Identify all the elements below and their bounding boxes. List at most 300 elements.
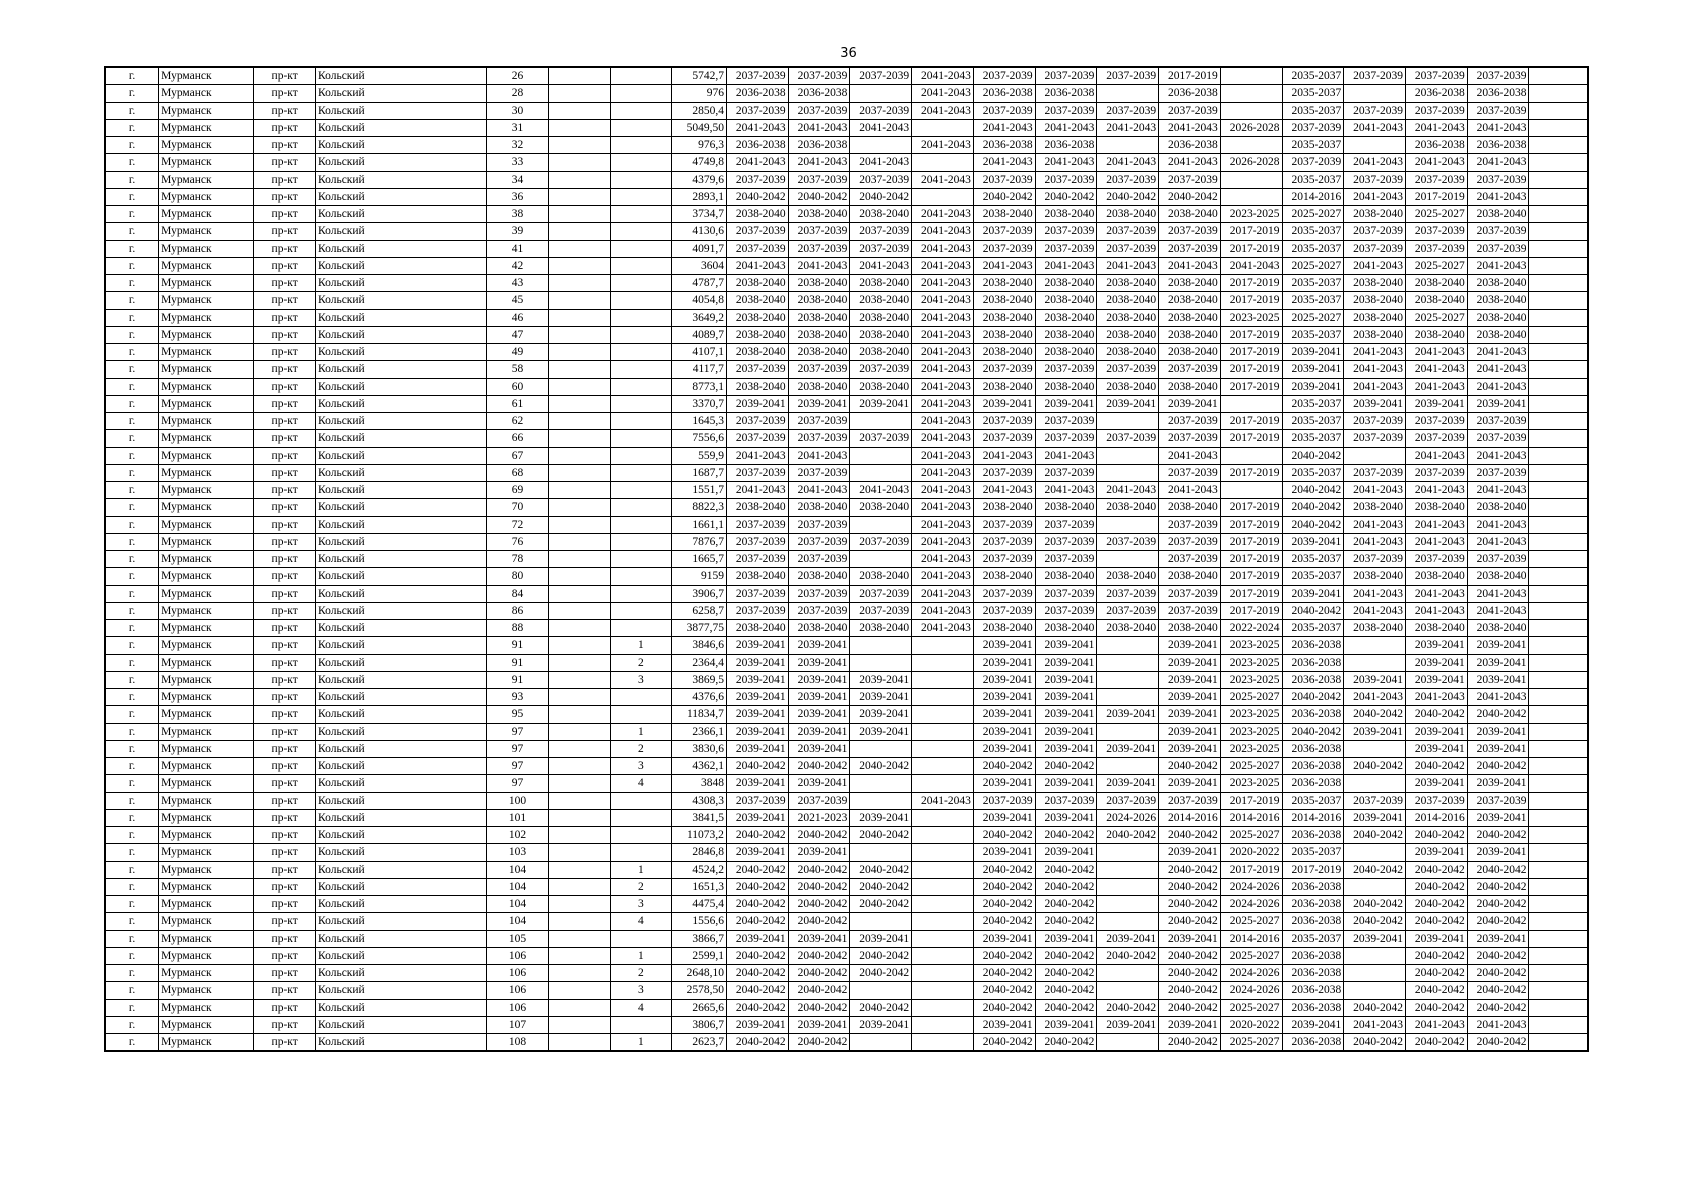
cell-repair-period-8: 2041-2043 (1159, 119, 1221, 136)
cell-repair-period-8: 2038-2040 (1159, 309, 1221, 326)
cell-total-area: 3649,2 (672, 309, 727, 326)
cell-repair-period-13: 2041-2043 (1467, 516, 1529, 533)
table-row (105, 965, 1588, 982)
cell-repair-period-13: 2040-2042 (1467, 999, 1529, 1016)
cell-street-name: Кольский (316, 240, 487, 257)
cell-section: 1 (610, 1034, 672, 1052)
cell-street-type: пр-кт (254, 516, 316, 533)
cell-repair-period-10: 2039-2041 (1282, 533, 1344, 550)
cell-city: Мурманск (159, 861, 254, 878)
table-row (105, 654, 1588, 671)
cell-total-area: 4787,7 (672, 275, 727, 292)
cell-repair-period-7 (1097, 464, 1159, 481)
cell-repair-period-1: 2039-2041 (726, 775, 788, 792)
cell-repair-period-14 (1529, 551, 1588, 568)
cell-repair-period-13: 2041-2043 (1467, 188, 1529, 205)
cell-repair-period-4 (912, 188, 974, 205)
cell-repair-period-3 (850, 654, 912, 671)
cell-locality-type: г. (105, 482, 159, 499)
cell-repair-period-13: 2041-2043 (1467, 154, 1529, 171)
cell-repair-period-3: 2037-2039 (850, 171, 912, 188)
cell-repair-period-11: 2038-2040 (1344, 620, 1406, 637)
cell-street-type: пр-кт (254, 223, 316, 240)
cell-street-type: пр-кт (254, 792, 316, 809)
cell-repair-period-9: 2023-2025 (1220, 723, 1282, 740)
cell-repair-period-8: 2037-2039 (1159, 171, 1221, 188)
cell-repair-period-4: 2041-2043 (912, 309, 974, 326)
cell-total-area: 3848 (672, 775, 727, 792)
cell-repair-period-5: 2040-2042 (973, 827, 1035, 844)
cell-house-number: 108 (487, 1034, 549, 1052)
cell-repair-period-1: 2037-2039 (726, 223, 788, 240)
cell-repair-period-1: 2040-2042 (726, 1034, 788, 1052)
cell-house-number: 78 (487, 551, 549, 568)
cell-section (610, 378, 672, 395)
cell-repair-period-13: 2040-2042 (1467, 947, 1529, 964)
cell-repair-period-7 (1097, 861, 1159, 878)
cell-repair-period-1: 2040-2042 (726, 999, 788, 1016)
cell-repair-period-5: 2037-2039 (973, 413, 1035, 430)
cell-section (610, 482, 672, 499)
cell-repair-period-8: 2038-2040 (1159, 292, 1221, 309)
cell-city: Мурманск (159, 671, 254, 688)
cell-building (548, 223, 610, 240)
cell-repair-period-4: 2041-2043 (912, 257, 974, 274)
cell-repair-period-7 (1097, 965, 1159, 982)
cell-repair-period-14 (1529, 326, 1588, 343)
cell-repair-period-6: 2039-2041 (1035, 395, 1097, 412)
cell-section: 4 (610, 775, 672, 792)
cell-repair-period-6: 2040-2042 (1035, 896, 1097, 913)
cell-repair-period-14 (1529, 533, 1588, 550)
cell-city: Мурманск (159, 102, 254, 119)
cell-repair-period-3 (850, 844, 912, 861)
cell-repair-period-11: 2040-2042 (1344, 913, 1406, 930)
cell-repair-period-5: 2039-2041 (973, 775, 1035, 792)
cell-repair-period-11: 2041-2043 (1344, 1016, 1406, 1033)
cell-total-area: 11073,2 (672, 827, 727, 844)
cell-house-number: 93 (487, 689, 549, 706)
cell-house-number: 66 (487, 430, 549, 447)
cell-repair-period-8: 2039-2041 (1159, 689, 1221, 706)
cell-repair-period-4: 2041-2043 (912, 275, 974, 292)
cell-repair-period-5: 2037-2039 (973, 102, 1035, 119)
cell-repair-period-13: 2037-2039 (1467, 792, 1529, 809)
cell-repair-period-4: 2041-2043 (912, 137, 974, 154)
cell-repair-period-6: 2037-2039 (1035, 361, 1097, 378)
cell-city: Мурманск (159, 85, 254, 102)
cell-repair-period-8: 2037-2039 (1159, 792, 1221, 809)
table-row (105, 930, 1588, 947)
cell-total-area: 7876,7 (672, 533, 727, 550)
cell-repair-period-9: 2017-2019 (1220, 533, 1282, 550)
cell-street-name: Кольский (316, 499, 487, 516)
cell-repair-period-14 (1529, 361, 1588, 378)
cell-repair-period-1: 2037-2039 (726, 792, 788, 809)
cell-repair-period-7 (1097, 896, 1159, 913)
cell-repair-period-1: 2039-2041 (726, 637, 788, 654)
cell-repair-period-13: 2041-2043 (1467, 361, 1529, 378)
cell-repair-period-10: 2039-2041 (1282, 361, 1344, 378)
cell-locality-type: г. (105, 85, 159, 102)
cell-repair-period-9: 2024-2026 (1220, 965, 1282, 982)
cell-repair-period-8: 2041-2043 (1159, 257, 1221, 274)
cell-locality-type: г. (105, 947, 159, 964)
cell-repair-period-9: 2017-2019 (1220, 292, 1282, 309)
cell-repair-period-3: 2039-2041 (850, 1016, 912, 1033)
cell-total-area: 4130,6 (672, 223, 727, 240)
cell-repair-period-3: 2037-2039 (850, 602, 912, 619)
cell-repair-period-10: 2039-2041 (1282, 344, 1344, 361)
cell-repair-period-6: 2039-2041 (1035, 706, 1097, 723)
cell-house-number: 32 (487, 137, 549, 154)
cell-building (548, 775, 610, 792)
cell-repair-period-2: 2038-2040 (788, 378, 850, 395)
cell-repair-period-1: 2040-2042 (726, 947, 788, 964)
cell-building (548, 982, 610, 999)
cell-repair-period-7: 2037-2039 (1097, 602, 1159, 619)
cell-building (548, 1034, 610, 1052)
cell-house-number: 97 (487, 740, 549, 757)
cell-total-area: 2364,4 (672, 654, 727, 671)
cell-repair-period-10: 2036-2038 (1282, 671, 1344, 688)
cell-locality-type: г. (105, 792, 159, 809)
cell-street-type: пр-кт (254, 188, 316, 205)
cell-city: Мурманск (159, 240, 254, 257)
cell-house-number: 36 (487, 188, 549, 205)
cell-section (610, 102, 672, 119)
cell-repair-period-4: 2041-2043 (912, 499, 974, 516)
cell-repair-period-10: 2036-2038 (1282, 706, 1344, 723)
cell-repair-period-1: 2036-2038 (726, 85, 788, 102)
cell-repair-period-11: 2037-2039 (1344, 464, 1406, 481)
cell-building (548, 240, 610, 257)
cell-repair-period-6: 2039-2041 (1035, 844, 1097, 861)
cell-repair-period-8: 2041-2043 (1159, 447, 1221, 464)
cell-city: Мурманск (159, 188, 254, 205)
cell-repair-period-7: 2037-2039 (1097, 361, 1159, 378)
cell-repair-period-12: 2039-2041 (1406, 637, 1468, 654)
cell-repair-period-10: 2036-2038 (1282, 637, 1344, 654)
cell-section (610, 551, 672, 568)
cell-locality-type: г. (105, 240, 159, 257)
cell-repair-period-14 (1529, 292, 1588, 309)
cell-repair-period-10: 2035-2037 (1282, 620, 1344, 637)
cell-city: Мурманск (159, 844, 254, 861)
cell-repair-period-8: 2037-2039 (1159, 551, 1221, 568)
cell-repair-period-5: 2037-2039 (973, 792, 1035, 809)
cell-street-type: пр-кт (254, 602, 316, 619)
cell-repair-period-5: 2037-2039 (973, 223, 1035, 240)
cell-repair-period-4 (912, 930, 974, 947)
cell-street-name: Кольский (316, 223, 487, 240)
cell-repair-period-1: 2039-2041 (726, 654, 788, 671)
cell-repair-period-13: 2039-2041 (1467, 723, 1529, 740)
cell-repair-period-11: 2038-2040 (1344, 568, 1406, 585)
cell-house-number: 34 (487, 171, 549, 188)
cell-repair-period-4: 2041-2043 (912, 568, 974, 585)
cell-city: Мурманск (159, 67, 254, 85)
cell-total-area: 4308,3 (672, 792, 727, 809)
cell-locality-type: г. (105, 637, 159, 654)
table-row (105, 326, 1588, 343)
cell-repair-period-5: 2040-2042 (973, 896, 1035, 913)
cell-street-type: пр-кт (254, 671, 316, 688)
cell-total-area: 4379,6 (672, 171, 727, 188)
cell-locality-type: г. (105, 309, 159, 326)
cell-street-name: Кольский (316, 447, 487, 464)
cell-repair-period-2: 2039-2041 (788, 395, 850, 412)
cell-repair-period-14 (1529, 706, 1588, 723)
cell-repair-period-7: 2037-2039 (1097, 240, 1159, 257)
cell-city: Мурманск (159, 620, 254, 637)
housing-repair-schedule-table (104, 66, 1589, 1052)
cell-repair-period-6: 2038-2040 (1035, 292, 1097, 309)
cell-repair-period-11 (1344, 740, 1406, 757)
cell-house-number: 33 (487, 154, 549, 171)
cell-repair-period-14 (1529, 775, 1588, 792)
cell-building (548, 740, 610, 757)
cell-total-area: 3869,5 (672, 671, 727, 688)
cell-house-number: 104 (487, 896, 549, 913)
cell-repair-period-3: 2038-2040 (850, 309, 912, 326)
cell-repair-period-9: 2017-2019 (1220, 551, 1282, 568)
cell-repair-period-10: 2040-2042 (1282, 499, 1344, 516)
cell-repair-period-12: 2040-2042 (1406, 827, 1468, 844)
cell-repair-period-14 (1529, 930, 1588, 947)
cell-repair-period-10: 2039-2041 (1282, 1016, 1344, 1033)
cell-repair-period-2: 2037-2039 (788, 223, 850, 240)
cell-repair-period-11 (1344, 137, 1406, 154)
cell-repair-period-13: 2037-2039 (1467, 67, 1529, 85)
cell-city: Мурманск (159, 257, 254, 274)
cell-repair-period-11: 2041-2043 (1344, 188, 1406, 205)
cell-total-area: 2623,7 (672, 1034, 727, 1052)
cell-repair-period-5: 2039-2041 (973, 689, 1035, 706)
cell-section (610, 240, 672, 257)
table-row (105, 844, 1588, 861)
cell-building (548, 654, 610, 671)
cell-house-number: 67 (487, 447, 549, 464)
cell-total-area: 4089,7 (672, 326, 727, 343)
cell-repair-period-12: 2041-2043 (1406, 516, 1468, 533)
cell-repair-period-14 (1529, 85, 1588, 102)
cell-locality-type: г. (105, 844, 159, 861)
cell-street-type: пр-кт (254, 809, 316, 826)
cell-city: Мурманск (159, 568, 254, 585)
cell-repair-period-7: 2038-2040 (1097, 309, 1159, 326)
cell-repair-period-13: 2040-2042 (1467, 758, 1529, 775)
cell-repair-period-11 (1344, 965, 1406, 982)
cell-repair-period-9: 2025-2027 (1220, 689, 1282, 706)
cell-repair-period-14 (1529, 102, 1588, 119)
cell-house-number: 102 (487, 827, 549, 844)
cell-repair-period-1: 2039-2041 (726, 1016, 788, 1033)
cell-repair-period-12: 2039-2041 (1406, 740, 1468, 757)
table-row (105, 188, 1588, 205)
cell-repair-period-9: 2017-2019 (1220, 861, 1282, 878)
cell-city: Мурманск (159, 378, 254, 395)
cell-repair-period-13: 2038-2040 (1467, 292, 1529, 309)
cell-total-area: 4376,6 (672, 689, 727, 706)
cell-locality-type: г. (105, 395, 159, 412)
cell-house-number: 28 (487, 85, 549, 102)
cell-building (548, 809, 610, 826)
cell-repair-period-13: 2036-2038 (1467, 137, 1529, 154)
cell-street-type: пр-кт (254, 119, 316, 136)
cell-repair-period-3 (850, 913, 912, 930)
cell-repair-period-3: 2040-2042 (850, 965, 912, 982)
cell-repair-period-10: 2040-2042 (1282, 482, 1344, 499)
cell-repair-period-12: 2040-2042 (1406, 896, 1468, 913)
cell-building (548, 464, 610, 481)
cell-repair-period-3: 2038-2040 (850, 378, 912, 395)
cell-section (610, 154, 672, 171)
cell-repair-period-9 (1220, 447, 1282, 464)
cell-repair-period-2: 2037-2039 (788, 413, 850, 430)
cell-repair-period-14 (1529, 378, 1588, 395)
cell-repair-period-5: 2040-2042 (973, 947, 1035, 964)
cell-repair-period-14 (1529, 620, 1588, 637)
cell-repair-period-13: 2041-2043 (1467, 533, 1529, 550)
cell-repair-period-12: 2040-2042 (1406, 947, 1468, 964)
cell-repair-period-1: 2039-2041 (726, 395, 788, 412)
cell-repair-period-5: 2037-2039 (973, 240, 1035, 257)
cell-repair-period-8: 2039-2041 (1159, 1016, 1221, 1033)
cell-section (610, 809, 672, 826)
cell-repair-period-4: 2041-2043 (912, 344, 974, 361)
cell-repair-period-14 (1529, 896, 1588, 913)
cell-repair-period-11: 2037-2039 (1344, 102, 1406, 119)
cell-street-name: Кольский (316, 344, 487, 361)
cell-repair-period-1: 2039-2041 (726, 671, 788, 688)
cell-repair-period-12: 2040-2042 (1406, 878, 1468, 895)
cell-house-number: 45 (487, 292, 549, 309)
cell-house-number: 61 (487, 395, 549, 412)
cell-repair-period-7: 2039-2041 (1097, 706, 1159, 723)
cell-city: Мурманск (159, 533, 254, 550)
cell-repair-period-5: 2039-2041 (973, 671, 1035, 688)
cell-repair-period-12: 2041-2043 (1406, 447, 1468, 464)
cell-repair-period-10: 2036-2038 (1282, 740, 1344, 757)
cell-repair-period-4 (912, 878, 974, 895)
cell-locality-type: г. (105, 878, 159, 895)
cell-repair-period-5: 2041-2043 (973, 482, 1035, 499)
cell-repair-period-9: 2024-2026 (1220, 878, 1282, 895)
cell-repair-period-2: 2039-2041 (788, 706, 850, 723)
cell-repair-period-6: 2038-2040 (1035, 309, 1097, 326)
cell-repair-period-8: 2038-2040 (1159, 499, 1221, 516)
cell-repair-period-2: 2040-2042 (788, 878, 850, 895)
table-row (105, 671, 1588, 688)
cell-street-name: Кольский (316, 326, 487, 343)
cell-street-name: Кольский (316, 292, 487, 309)
cell-repair-period-13: 2039-2041 (1467, 775, 1529, 792)
cell-repair-period-14 (1529, 585, 1588, 602)
table-row (105, 119, 1588, 136)
cell-repair-period-7: 2037-2039 (1097, 223, 1159, 240)
cell-city: Мурманск (159, 758, 254, 775)
cell-repair-period-6: 2036-2038 (1035, 137, 1097, 154)
cell-repair-period-11: 2041-2043 (1344, 154, 1406, 171)
cell-repair-period-7: 2038-2040 (1097, 292, 1159, 309)
cell-locality-type: г. (105, 654, 159, 671)
cell-repair-period-9: 2017-2019 (1220, 361, 1282, 378)
cell-repair-period-10: 2036-2038 (1282, 913, 1344, 930)
table-row (105, 637, 1588, 654)
cell-repair-period-12: 2039-2041 (1406, 654, 1468, 671)
cell-city: Мурманск (159, 792, 254, 809)
cell-street-name: Кольский (316, 913, 487, 930)
cell-street-name: Кольский (316, 602, 487, 619)
cell-total-area: 3604 (672, 257, 727, 274)
cell-repair-period-4: 2041-2043 (912, 223, 974, 240)
cell-house-number: 80 (487, 568, 549, 585)
cell-repair-period-13: 2039-2041 (1467, 637, 1529, 654)
cell-repair-period-11: 2041-2043 (1344, 257, 1406, 274)
cell-repair-period-4 (912, 689, 974, 706)
cell-repair-period-7: 2037-2039 (1097, 171, 1159, 188)
cell-repair-period-2: 2040-2042 (788, 913, 850, 930)
cell-section (610, 706, 672, 723)
cell-repair-period-2: 2037-2039 (788, 361, 850, 378)
cell-repair-period-9: 2022-2024 (1220, 620, 1282, 637)
cell-repair-period-4 (912, 896, 974, 913)
cell-total-area: 4091,7 (672, 240, 727, 257)
cell-building (548, 533, 610, 550)
cell-repair-period-11: 2037-2039 (1344, 430, 1406, 447)
cell-repair-period-10: 2017-2019 (1282, 861, 1344, 878)
cell-repair-period-12: 2038-2040 (1406, 568, 1468, 585)
cell-repair-period-14 (1529, 827, 1588, 844)
cell-repair-period-1: 2038-2040 (726, 568, 788, 585)
cell-building (548, 85, 610, 102)
cell-repair-period-5: 2040-2042 (973, 913, 1035, 930)
cell-repair-period-8: 2017-2019 (1159, 67, 1221, 85)
cell-street-type: пр-кт (254, 965, 316, 982)
cell-total-area: 2599,1 (672, 947, 727, 964)
cell-building (548, 827, 610, 844)
cell-repair-period-7: 2038-2040 (1097, 344, 1159, 361)
cell-repair-period-12: 2041-2043 (1406, 689, 1468, 706)
cell-house-number: 91 (487, 671, 549, 688)
cell-repair-period-11 (1344, 775, 1406, 792)
cell-repair-period-14 (1529, 188, 1588, 205)
cell-repair-period-1: 2037-2039 (726, 102, 788, 119)
cell-city: Мурманск (159, 326, 254, 343)
cell-repair-period-4: 2041-2043 (912, 792, 974, 809)
cell-repair-period-4: 2041-2043 (912, 516, 974, 533)
cell-street-type: пр-кт (254, 67, 316, 85)
cell-repair-period-11: 2041-2043 (1344, 344, 1406, 361)
cell-section (610, 361, 672, 378)
cell-city: Мурманск (159, 1034, 254, 1052)
cell-repair-period-4: 2041-2043 (912, 102, 974, 119)
cell-repair-period-11 (1344, 982, 1406, 999)
cell-section: 3 (610, 671, 672, 688)
cell-repair-period-1: 2041-2043 (726, 447, 788, 464)
cell-street-type: пр-кт (254, 326, 316, 343)
cell-street-name: Кольский (316, 188, 487, 205)
cell-repair-period-2: 2037-2039 (788, 585, 850, 602)
cell-section (610, 171, 672, 188)
cell-repair-period-12: 2025-2027 (1406, 309, 1468, 326)
cell-repair-period-6: 2036-2038 (1035, 85, 1097, 102)
cell-total-area: 9159 (672, 568, 727, 585)
cell-street-type: пр-кт (254, 637, 316, 654)
cell-street-type: пр-кт (254, 913, 316, 930)
cell-repair-period-10: 2040-2042 (1282, 602, 1344, 619)
